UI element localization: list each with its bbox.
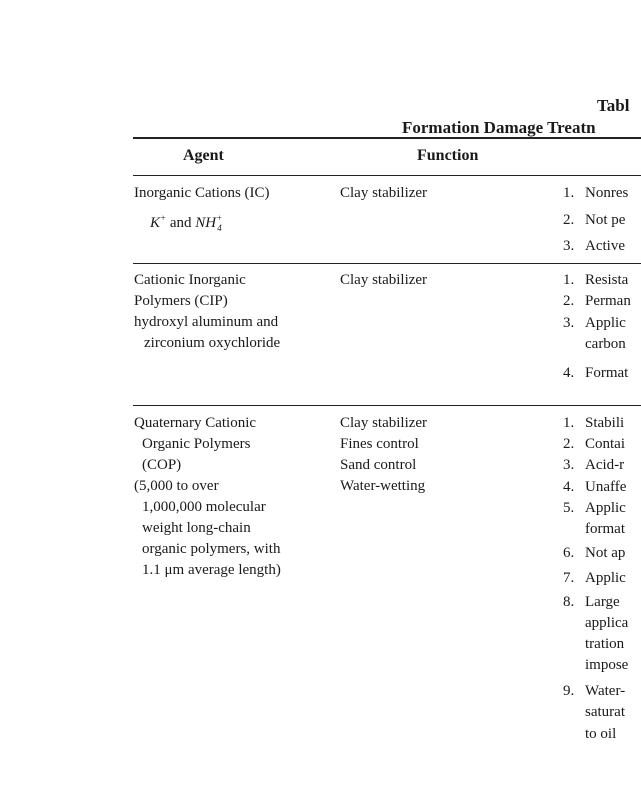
row2-function: Clay stabilizer xyxy=(340,272,428,288)
row2-item-1: 1. Resista xyxy=(563,272,629,288)
row3-item-8-cont-3: impose xyxy=(585,657,629,673)
row1-item-3: 3. Active xyxy=(563,238,625,254)
table-title-caption: Formation Damage Treatn xyxy=(402,118,596,137)
row3-item-1: 1. Stabili xyxy=(563,415,625,431)
row2-agent: Cationic Inorganic Polymers (CIP) hydroxyl aluminum and zirconium oxychloride xyxy=(134,272,281,351)
row2-item-3-cont: carbon xyxy=(585,336,626,352)
row3-agent: Quaternary Cationic Organic Polymers (COP) (5,000 to over 1,000,000 molecular weight long-chain organic polymers, with 1.1 μm average length) xyxy=(134,415,281,578)
table-top-rule xyxy=(133,137,641,139)
row3-item-8: 8. Large xyxy=(563,594,620,610)
row3-item-4: 4. Unaffe xyxy=(563,479,627,495)
row1-item-1: 1. Nonres xyxy=(563,185,629,201)
row3-item-6: 6. Not ap xyxy=(563,545,626,561)
row2-item-3: 3. Applic xyxy=(563,315,626,331)
row2-item-2: 2. Perman xyxy=(563,293,631,309)
row1-function: Clay stabilizer xyxy=(340,185,428,201)
row-divider-1 xyxy=(133,263,641,264)
row3-function: Clay stabilizer Fines control Sand control Water-wetting xyxy=(340,415,428,494)
header-function: Function xyxy=(417,147,479,164)
row1-agent-formula: K+ and $NH^+_4$ xyxy=(150,213,223,233)
row-divider-2 xyxy=(133,405,641,406)
row3-item-9: 9. Water- xyxy=(563,683,626,699)
row3-item-2: 2. Contai xyxy=(563,436,625,452)
header-agent: Agent xyxy=(183,147,224,164)
row3-item-8-cont-1: applica xyxy=(585,615,629,631)
row3-item-5: 5. Applic xyxy=(563,500,626,516)
row3-item-9-cont-1: saturat xyxy=(585,704,625,720)
row3-item-3: 3. Acid-r xyxy=(563,457,625,473)
row3-item-8-cont-2: tration xyxy=(585,636,625,652)
row3-item-7: 7. Applic xyxy=(563,570,626,586)
row2-item-4: 4. Format xyxy=(563,365,629,381)
row1-agent: Inorganic Cations (IC) xyxy=(134,185,270,201)
row3-item-5-cont: format xyxy=(585,521,625,537)
row3-item-9-cont-2: to oil xyxy=(585,726,617,742)
table-title-number: Tabl xyxy=(597,96,630,115)
header-rule xyxy=(133,175,641,176)
row1-item-2: 2. Not pe xyxy=(563,212,626,228)
